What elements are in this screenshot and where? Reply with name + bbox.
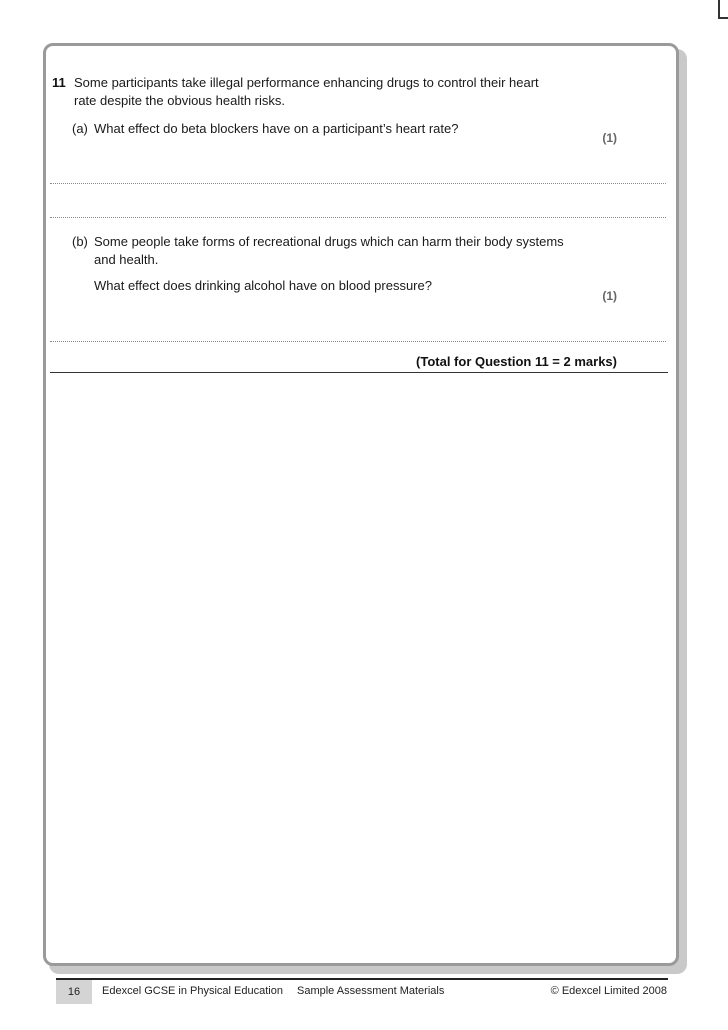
- footer-publication: Edexcel GCSE in Physical Education: [102, 985, 283, 997]
- question-stem-line1: Some participants take illegal performance enhancing drugs to control their heart: [74, 75, 539, 90]
- crop-mark: [718, 17, 728, 19]
- total-rule: [50, 372, 668, 373]
- answer-line-a1[interactable]: [50, 183, 666, 184]
- part-a-label: (a): [72, 121, 88, 136]
- part-b-marks: (1): [602, 289, 617, 303]
- footer-copyright: © Edexcel Limited 2008: [550, 985, 667, 997]
- crop-mark: [718, 0, 720, 18]
- page-number: 16: [56, 980, 92, 1004]
- question-frame: [43, 43, 679, 966]
- part-b-label: (b): [72, 234, 88, 249]
- part-b-text-line1: Some people take forms of recreational drugs which can harm their body systems: [94, 234, 564, 249]
- footer-material: Sample Assessment Materials: [297, 985, 445, 997]
- question-total: (Total for Question 11 = 2 marks): [416, 354, 617, 369]
- question-number: 11: [52, 75, 66, 90]
- part-a-text: What effect do beta blockers have on a participant’s heart rate?: [94, 121, 459, 136]
- part-b-question: What effect does drinking alcohol have on blood pressure?: [94, 278, 432, 293]
- answer-line-b1[interactable]: [50, 341, 666, 342]
- footer-rule: [56, 978, 668, 980]
- part-a-marks: (1): [602, 131, 617, 145]
- question-stem-line2: rate despite the obvious health risks.: [74, 93, 286, 108]
- part-b-text-line2: and health.: [94, 252, 159, 267]
- answer-line-a2[interactable]: [50, 217, 666, 218]
